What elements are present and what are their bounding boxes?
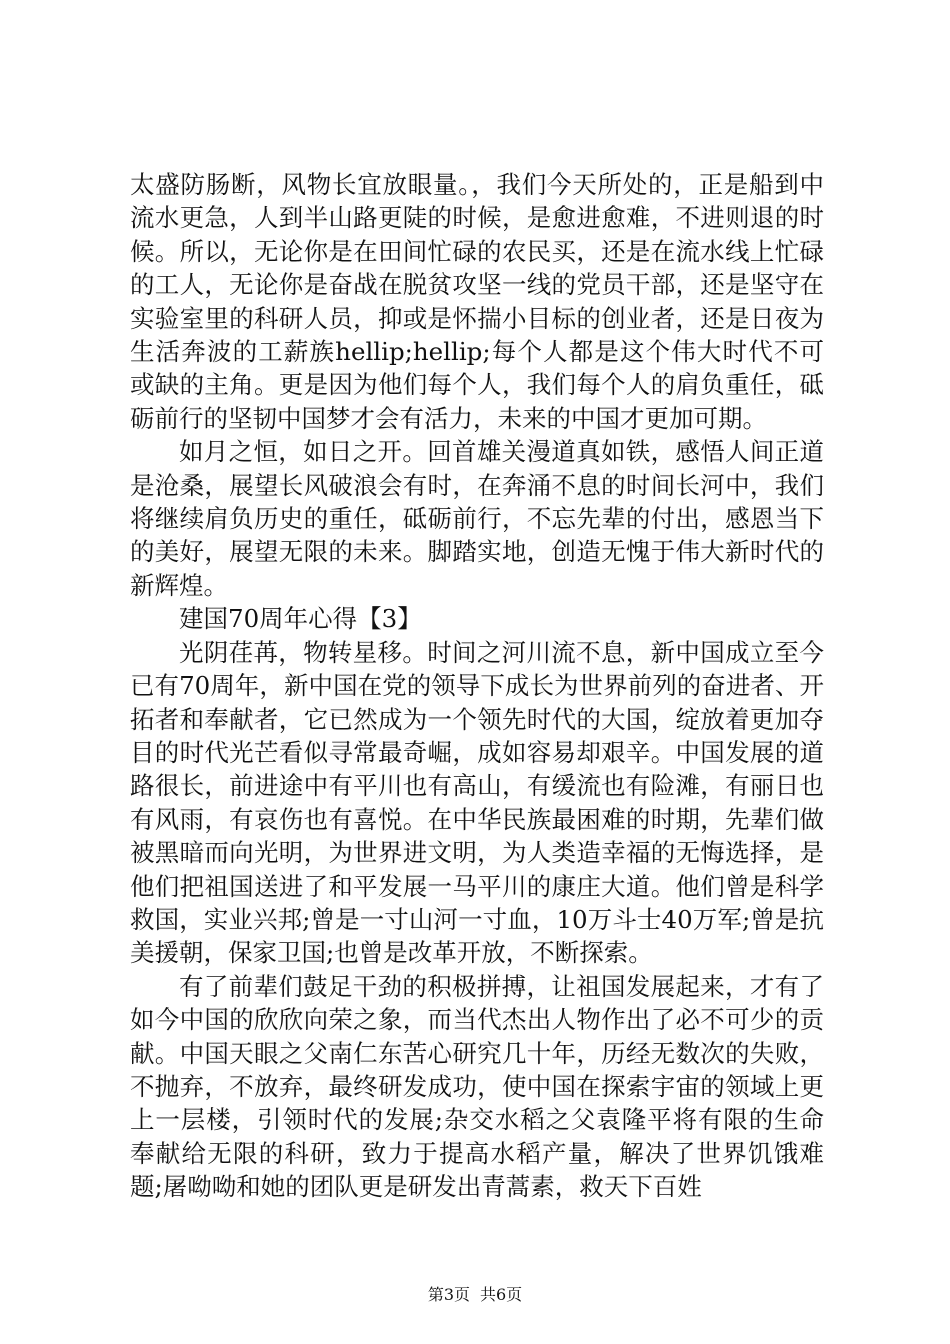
paragraph-3: 光阴荏苒，物转星移。时间之河川流不息，新中国成立至今已有70周年，新中国在党的领导下成长为世界前列的奋进者、开拓者和奉献者，它已然成为一个领先时代的大国，绽放着更加夺目的时代光芒看似寻常最奇崛，成如容易却艰辛。中国发展的道路很长，前进途中有平川也有高山，有缓流也有险滩，有丽日也有风雨，有哀伤也有喜悦。在中华民族最困难的时期，先辈们做被黑暗而向光明，为世界进文明，为人类造幸福的无悔选择，是他们把祖国送进了和平发展一马平川的康庄大道。他们曾是科学救国，实业兴邦;曾是一寸山河一寸血，10万斗士40万军;曾是抗美援朝，保家卫国;也曾是改革开放，不断探索。 — [130, 637, 824, 968]
page-number: 第3页 — [427, 1285, 470, 1304]
section-heading: 建国70周年心得【3】 — [179, 604, 422, 634]
paragraph-4: 有了前辈们鼓足干劲的积极拼搏，让祖国发展起来，才有了如今中国的欣欣向荣之象，而当代杰出人物作出了必不可少的贡献。中国天眼之父南仁东苦心研究几十年，历经无数次的失败，不抛弃，不放弃，最终研发成功，使中国在探索宇宙的领域上更上一层楼，引领时代的发展;杂交水稻之父袁隆平将有限的生命奉献给无限的科研，致力于提高水稻产量，解决了世界饥饿难题;屠呦呦和她的团队更是研发出青蒿素，救天下百姓 — [130, 971, 824, 1202]
paragraph-1: 太盛防肠断，风物长宜放眼量。，我们今天所处的，正是船到中流水更急，人到半山路更陡的时候，是愈进愈难，不进则退的时候。所以，无论你是在田间忙碌的农民买，还是在流水线上忙碌的工人，无论你是奋战在脱贫攻坚一线的党员干部，还是坚守在实验室里的科研人员，抑或是怀揣小目标的创业者，还是日夜为生活奔波的工薪族hellip;hellip;每个人都是这个伟大时代不可或缺的主角。更是因为他们每个人，我们每个人的肩负重任，砥砺前行的坚韧中国梦才会有活力，未来的中国才更加可期。 — [130, 170, 824, 433]
paragraph-2: 如月之恒，如日之开。回首雄关漫道真如铁，感悟人间正道是沧桑，展望长风破浪会有时，在奔涌不息的时间长河中，我们将继续肩负历史的重任，砥砺前行，不忘先辈的付出，感恩当下的美好，展望无限的未来。脚踏实地，创造无愧于伟大新时代的新辉煌。 — [130, 437, 824, 600]
document-body — [130, 168, 824, 1204]
page-footer — [0, 1282, 950, 1305]
page-total: 共6页 — [480, 1285, 523, 1304]
